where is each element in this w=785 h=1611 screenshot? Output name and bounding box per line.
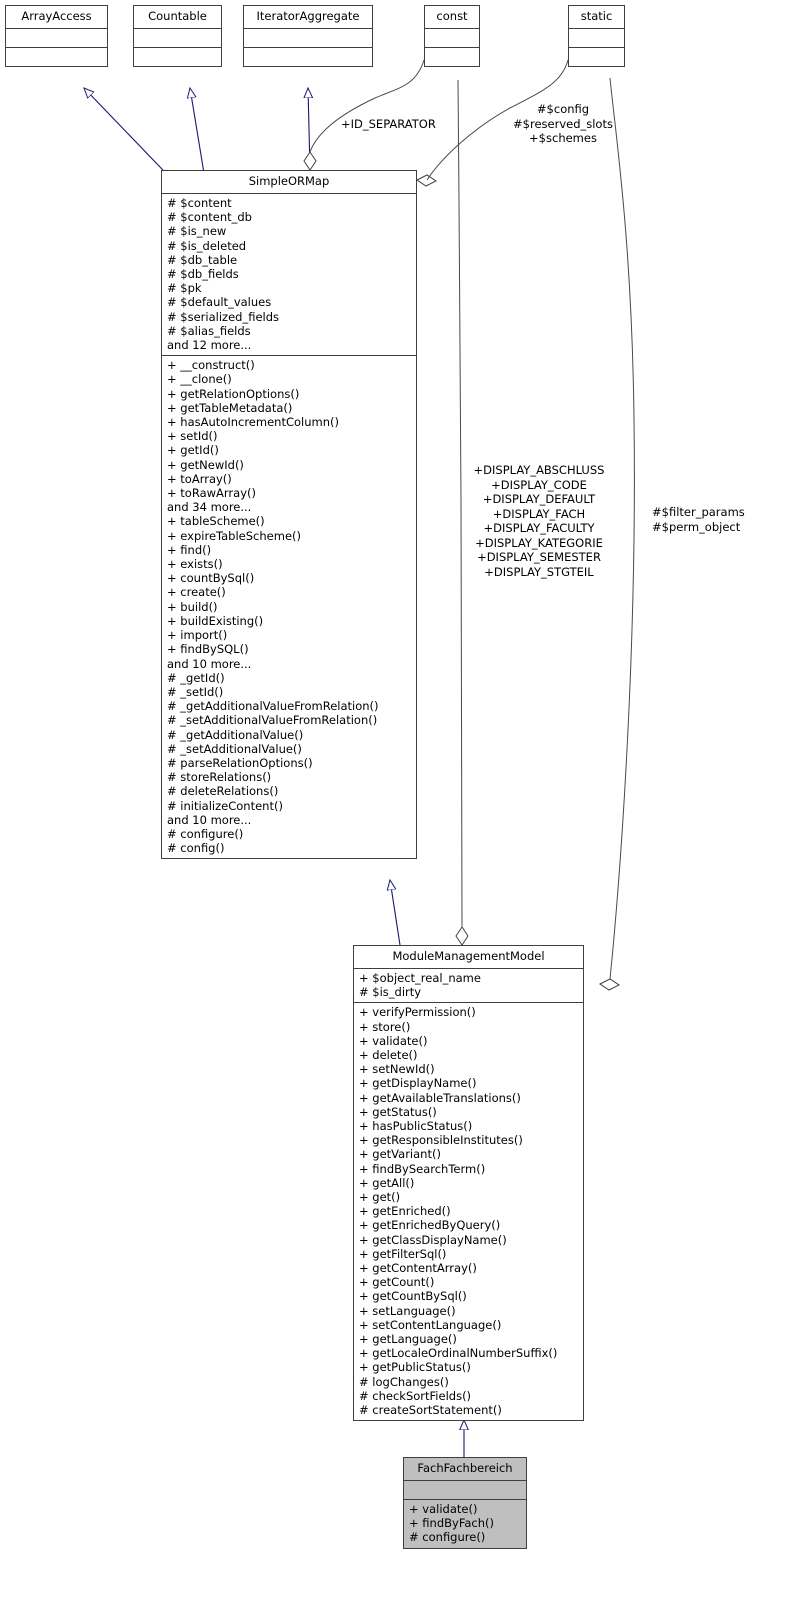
operation-row: + build() — [167, 599, 218, 614]
operation-row: + toArray() — [167, 471, 232, 486]
operation-row: + getResponsibleInstitutes() — [359, 1133, 523, 1148]
operation-row: + expireTableScheme() — [167, 528, 301, 543]
attribute-row: # $db_fields — [167, 267, 239, 282]
display-const-5: +DISPLAY_FACULTY — [483, 521, 595, 535]
edge-label-filter-params — [652, 505, 782, 534]
config-line-1: #$config — [536, 102, 590, 116]
config-line-2: #$reserved_slots — [513, 116, 613, 131]
class-name-iterator-aggregate: IteratorAggregate — [256, 9, 360, 23]
attribute-row: # $content_db — [167, 210, 252, 225]
operation-row: # checkSortFields() — [359, 1388, 472, 1403]
attributes-compartment-simple-ormap — [162, 193, 416, 355]
operation-row: # _getId() — [167, 670, 225, 685]
attribute-row: # $serialized_fields — [167, 309, 280, 324]
edge-label-id-separator: +ID_SEPARATOR — [341, 117, 436, 131]
operation-row: + findBySearchTerm() — [359, 1161, 486, 1176]
operation-row: + setNewId() — [359, 1062, 435, 1077]
class-name-countable: Countable — [148, 9, 207, 23]
operation-row: # _getAdditionalValueFromRelation() — [167, 699, 379, 714]
class-name-static: static — [580, 9, 613, 23]
operation-row: + buildExisting() — [167, 613, 264, 628]
operation-row: + getCount() — [359, 1275, 435, 1290]
edge-simpleormap-iteratoraggregate — [308, 88, 310, 170]
edge-const-simpleormap-idseparator — [310, 60, 424, 152]
operation-row: + getPublicStatus() — [359, 1360, 471, 1375]
operation-row: # initializeContent() — [167, 798, 283, 813]
attribute-row: # $is_new — [167, 224, 227, 239]
attributes-compartment-module-management-model — [354, 968, 583, 1002]
class-box-static[interactable] — [568, 5, 625, 67]
operation-row: + tableScheme() — [167, 514, 265, 529]
operation-row: # configure() — [167, 826, 244, 841]
operations-compartment-static — [569, 47, 624, 66]
display-const-3: +DISPLAY_DEFAULT — [482, 492, 596, 506]
operations-compartment-iterator-aggregate — [244, 47, 372, 66]
operation-row: + import() — [167, 628, 228, 643]
operation-row: + exists() — [167, 557, 223, 572]
class-name-simple-ormap: SimpleORMap — [248, 174, 330, 188]
operation-row: # parseRelationOptions() — [167, 755, 313, 770]
display-const-1: +DISPLAY_ABSCHLUSS — [473, 463, 605, 477]
operation-row: + find() — [167, 542, 212, 557]
operation-row: # _setId() — [167, 684, 224, 699]
operations-compartment-countable — [134, 47, 221, 66]
operation-row: + getLanguage() — [359, 1332, 457, 1347]
class-box-iterator-aggregate[interactable] — [243, 5, 373, 67]
class-box-module-management-model[interactable] — [353, 945, 584, 1421]
operation-row: + getCountBySql() — [359, 1289, 467, 1304]
operations-compartment-fach-fachbereich — [404, 1499, 526, 1548]
aggregation-diamond-mmm-right — [600, 979, 619, 990]
operation-row: + setId() — [167, 429, 218, 444]
operation-row: + getId() — [167, 443, 219, 458]
operation-row: + setContentLanguage() — [359, 1317, 502, 1332]
operation-row: # createSortStatement() — [359, 1403, 502, 1418]
operation-row: + getTableMetadata() — [167, 400, 293, 415]
edge-label-display-constants — [464, 463, 614, 579]
operation-row: # config() — [167, 841, 225, 856]
attribute-row: # $content — [167, 196, 232, 210]
operation-row: + hasPublicStatus() — [359, 1119, 473, 1134]
attributes-compartment-fach-fachbereich — [404, 1480, 526, 1499]
aggregation-diamond-simpleormap-right — [417, 175, 436, 186]
filter-param-2: #$perm_object — [652, 519, 741, 534]
attributes-compartment-static — [569, 28, 624, 47]
operation-row: + toRawArray() — [167, 486, 256, 501]
class-box-simple-ormap[interactable] — [161, 170, 417, 859]
operation-row: + getRelationOptions() — [167, 386, 300, 401]
aggregation-diamond-mmm-top — [456, 927, 468, 945]
display-const-8: +DISPLAY_STGTEIL — [484, 564, 594, 579]
filter-param-1: #$filter_params — [652, 505, 745, 519]
edge-const-mmm-display-constants — [458, 80, 462, 927]
operation-row-more: and 10 more... — [167, 812, 252, 827]
operations-compartment-array-access — [6, 47, 107, 66]
operation-row: # _setAdditionalValueFromRelation() — [167, 713, 378, 728]
attribute-row: # $db_table — [167, 252, 238, 267]
class-name-array-access: ArrayAccess — [21, 9, 92, 23]
class-box-const[interactable] — [424, 5, 480, 67]
operation-row: + validate() — [359, 1033, 428, 1048]
operation-row: + getFilterSql() — [359, 1246, 447, 1261]
operation-row: + countBySql() — [167, 571, 255, 586]
class-name-const: const — [436, 9, 468, 23]
operation-row: # configure() — [409, 1530, 486, 1545]
operation-row: + __clone() — [167, 372, 232, 387]
attributes-compartment-countable — [134, 28, 221, 47]
aggregation-diamond-simpleormap-top — [304, 152, 316, 170]
attribute-row: + $object_real_name — [359, 971, 481, 985]
operation-row: # _setAdditionalValue() — [167, 741, 302, 756]
attribute-row: # $pk — [167, 281, 202, 296]
edge-modulemanagementmodel-simpleormap — [390, 880, 400, 945]
operation-row: + getContentArray() — [359, 1261, 477, 1276]
attribute-row: # $alias_fields — [167, 323, 251, 338]
operation-row: + getEnriched() — [359, 1204, 451, 1219]
class-box-countable[interactable] — [133, 5, 222, 67]
class-box-fach-fachbereich[interactable] — [403, 1457, 527, 1549]
display-const-6: +DISPLAY_KATEGORIE — [475, 535, 603, 550]
attributes-compartment-array-access — [6, 28, 107, 47]
operation-row: + getEnrichedByQuery() — [359, 1218, 501, 1233]
operation-row: + verifyPermission() — [359, 1005, 476, 1020]
operation-row: # deleteRelations() — [167, 784, 279, 799]
operation-row: # _getAdditionalValue() — [167, 727, 304, 742]
operation-row: + store() — [359, 1019, 411, 1034]
config-line-3: +$schemes — [529, 131, 597, 145]
operation-row: + get() — [359, 1190, 401, 1205]
display-const-7: +DISPLAY_SEMESTER — [477, 550, 601, 564]
operation-row: + getNewId() — [167, 457, 244, 472]
display-const-2: +DISPLAY_CODE — [491, 477, 587, 492]
operations-compartment-const — [425, 47, 479, 66]
operation-row: + getAll() — [359, 1175, 415, 1190]
attribute-row: # $default_values — [167, 295, 272, 310]
operation-row: + findBySQL() — [167, 642, 249, 657]
operations-compartment-simple-ormap — [162, 355, 416, 858]
operation-row-more: and 10 more... — [167, 656, 252, 671]
operation-row: # logChanges() — [359, 1374, 449, 1389]
operation-row: + getVariant() — [359, 1147, 441, 1162]
operation-row: + delete() — [359, 1048, 418, 1063]
attribute-row: # $is_deleted — [167, 238, 247, 253]
class-box-array-access[interactable] — [5, 5, 108, 67]
attributes-compartment-iterator-aggregate — [244, 28, 372, 47]
operation-row: + __construct() — [167, 358, 255, 373]
operation-row: + create() — [167, 585, 226, 600]
operation-row-more: and 34 more... — [167, 500, 252, 515]
class-name-fach-fachbereich: FachFachbereich — [417, 1461, 513, 1475]
operation-row: + getClassDisplayName() — [359, 1232, 507, 1247]
operation-row: + getStatus() — [359, 1104, 437, 1119]
attribute-row: # $is_dirty — [359, 985, 422, 1000]
class-name-module-management-model: ModuleManagementModel — [392, 949, 545, 963]
attributes-compartment-const — [425, 28, 479, 47]
operations-compartment-module-management-model — [354, 1002, 583, 1420]
attribute-row-more: and 12 more... — [167, 338, 252, 353]
operation-row: + getAvailableTranslations() — [359, 1090, 521, 1105]
operation-row: + getDisplayName() — [359, 1076, 477, 1091]
display-const-4: +DISPLAY_FACH — [492, 506, 586, 521]
edge-label-config-block — [508, 102, 618, 146]
operation-row: # storeRelations() — [167, 770, 272, 785]
operation-row: + getLocaleOrdinalNumberSuffix() — [359, 1346, 558, 1361]
operation-row: + findByFach() — [409, 1516, 495, 1531]
operation-row: + validate() — [409, 1502, 478, 1516]
operation-row: + hasAutoIncrementColumn() — [167, 415, 339, 430]
operation-row: + setLanguage() — [359, 1303, 456, 1318]
